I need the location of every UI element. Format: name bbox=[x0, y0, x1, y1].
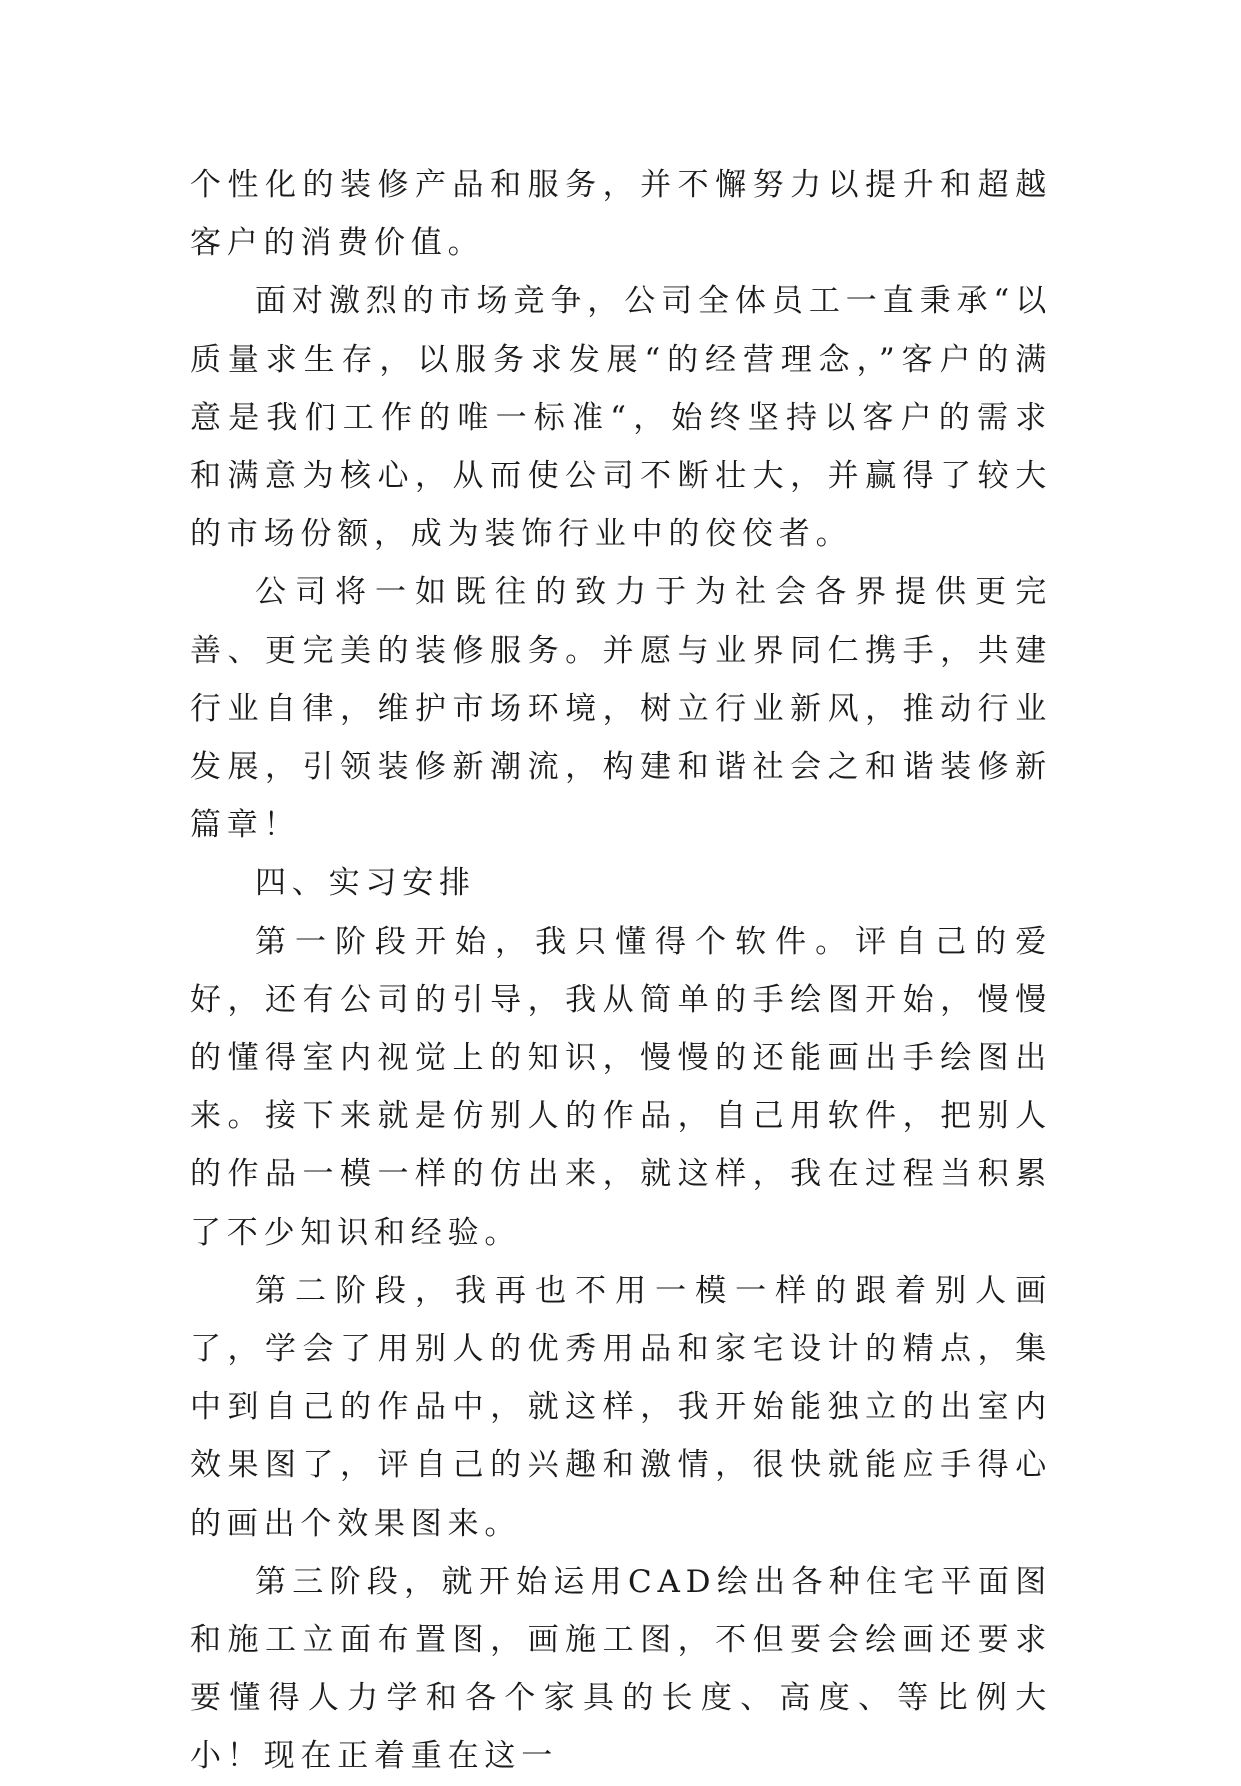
paragraph-stage-two: 第二阶段，我再也不用一模一样的跟着别人画了，学会了用别人的优秀用品和家宅设计的精点，集中到自己的作品中，就这样，我开始能独立的出室内效果图了，评自己的兴趣和激情，很快就能应手得心的画出个效果图来。 bbox=[190, 1272, 1052, 1542]
paragraph-continuation: 个性化的装修产品和服务，并不懈努力以提升和超越客户的消费价值。 bbox=[190, 167, 1052, 262]
section-heading-internship-arrangement: 四、实习安排 bbox=[255, 865, 476, 902]
paragraph-stage-one: 第一阶段开始，我只懂得个软件。评自己的爱好，还有公司的引导，我从简单的手绘图开始，慢慢的懂得室内视觉上的知识，慢慢的还能画出手绘图出来。接下来就是仿别人的作品，自己用软件，把别人的作品一模一样的仿出来，就这样，我在过程当积累了不少知识和经验。 bbox=[190, 923, 1052, 1251]
paragraph-company-commitment: 公司将一如既往的致力于为社会各界提供更完善、更完美的装修服务。并愿与业界同仁携手，共建行业自律，维护市场环境，树立行业新风，推动行业发展，引领装修新潮流，构建和谐社会之和谐装修新篇章！ bbox=[190, 574, 1052, 844]
document-body bbox=[190, 156, 1052, 1786]
paragraph-stage-three: 第三阶段，就开始运用CAD绘出各种住宅平面图和施工立面布置图，画施工图，不但要会绘画还要求要懂得人力学和各个家具的长度、高度、等比例大小！现在正着重在这一 bbox=[190, 1563, 1052, 1775]
paragraph-market-competition: 面对激烈的市场竞争，公司全体员工一直秉承“以质量求生存，以服务求发展“的经营理念，”客户的满意是我们工作的唯一标准“，始终坚持以客户的需求和满意为核心，从而使公司不断壮大，并赢得了较大的市场份额，成为装饰行业中的佼佼者。 bbox=[190, 283, 1052, 553]
